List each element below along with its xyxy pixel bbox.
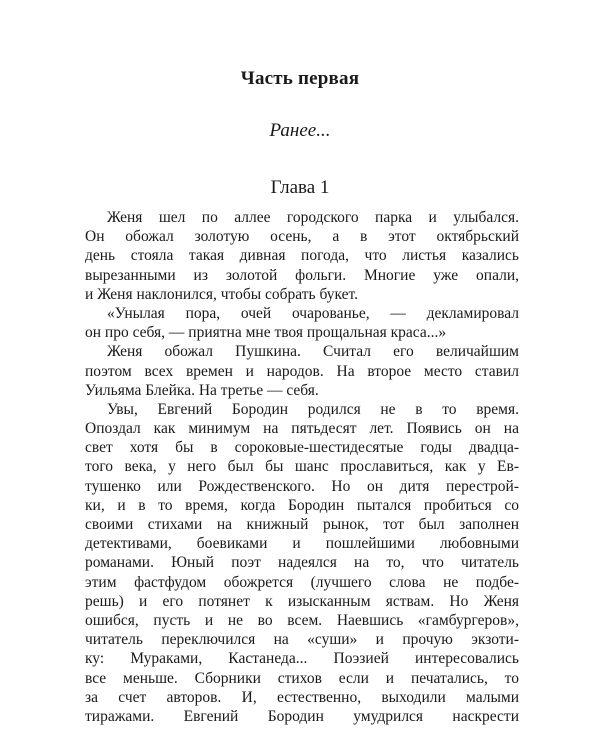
text-line: тушенко или Рождественского. Но он дитя перестрой- — [85, 477, 519, 495]
text-line: вырезанными из золотой фольги. Многие уже опали, — [85, 266, 519, 284]
chapter-title: Глава 1 — [270, 177, 330, 198]
text-line: тиражами. Евгений Бородин умудрился наскрести — [85, 707, 519, 725]
body-text — [85, 208, 519, 726]
text-line: Уильяма Блейка. На третье — себя. — [85, 381, 319, 399]
text-line: читатель переключился на «суши» и прочую экзоти- — [85, 631, 519, 649]
part-title: Часть первая — [240, 68, 360, 89]
text-line: все меньше. Сборники стихов если и печатались, то — [85, 669, 519, 687]
text-line: ошибся, пусть и не во всем. Наевшись «гамбургеров», — [85, 611, 519, 629]
text-line: Он обожал золотую осень, а в этот октябрьский — [85, 228, 519, 246]
section-subtitle: Ранее... — [269, 120, 331, 141]
text-line: и Женя наклонился, чтобы собрать букет. — [85, 285, 359, 303]
text-line: детективами, боевиками и пошлейшими любовными — [85, 535, 519, 553]
text-line: Женя шел по аллее городского парка и улыбался. — [107, 209, 519, 226]
text-line: Увы, Евгений Бородин родился не в то время. — [107, 400, 519, 418]
text-line: этим фастфудом обожрется (лучшего слова не подбе- — [85, 573, 519, 591]
text-line: за счет авторов. И, естественно, выходили малыми — [85, 688, 519, 706]
text-line: Опоздал как минимум на пятьдесят лет. Появись он на — [85, 420, 519, 438]
text-line: ки, и в то время, когда Бородин пытался пробиться со — [85, 496, 519, 514]
text-line: «Унылая пора, очей очарованье, — декламировал — [107, 304, 519, 322]
text-line: решь) и его потянет к изысканным яствам. Но Женя — [85, 592, 519, 610]
text-line: поэтом всех времен и народов. На второе место ставил — [85, 362, 519, 380]
text-line: Женя обожал Пушкина. Считал его величайшим — [107, 343, 519, 361]
text-line: романами. Юный поэт надеялся на то, что читатель — [85, 554, 519, 572]
text-line: своими стихами на книжный рынок, тот был заполнен — [85, 516, 519, 533]
text-line: свет хотя бы в сороковые-шестидесятые годы двадца- — [85, 439, 519, 457]
text-line: того века, у него был бы шанс прославиться, как у Ев- — [85, 458, 519, 476]
text-line: день стояла такая дивная погода, что листья казались — [85, 247, 519, 265]
text-line: ку: Мураками, Кастанеда... Поэзией интересовались — [85, 650, 519, 668]
text-line: он про себя, — приятна мне твоя прощальная краса...» — [85, 324, 447, 342]
